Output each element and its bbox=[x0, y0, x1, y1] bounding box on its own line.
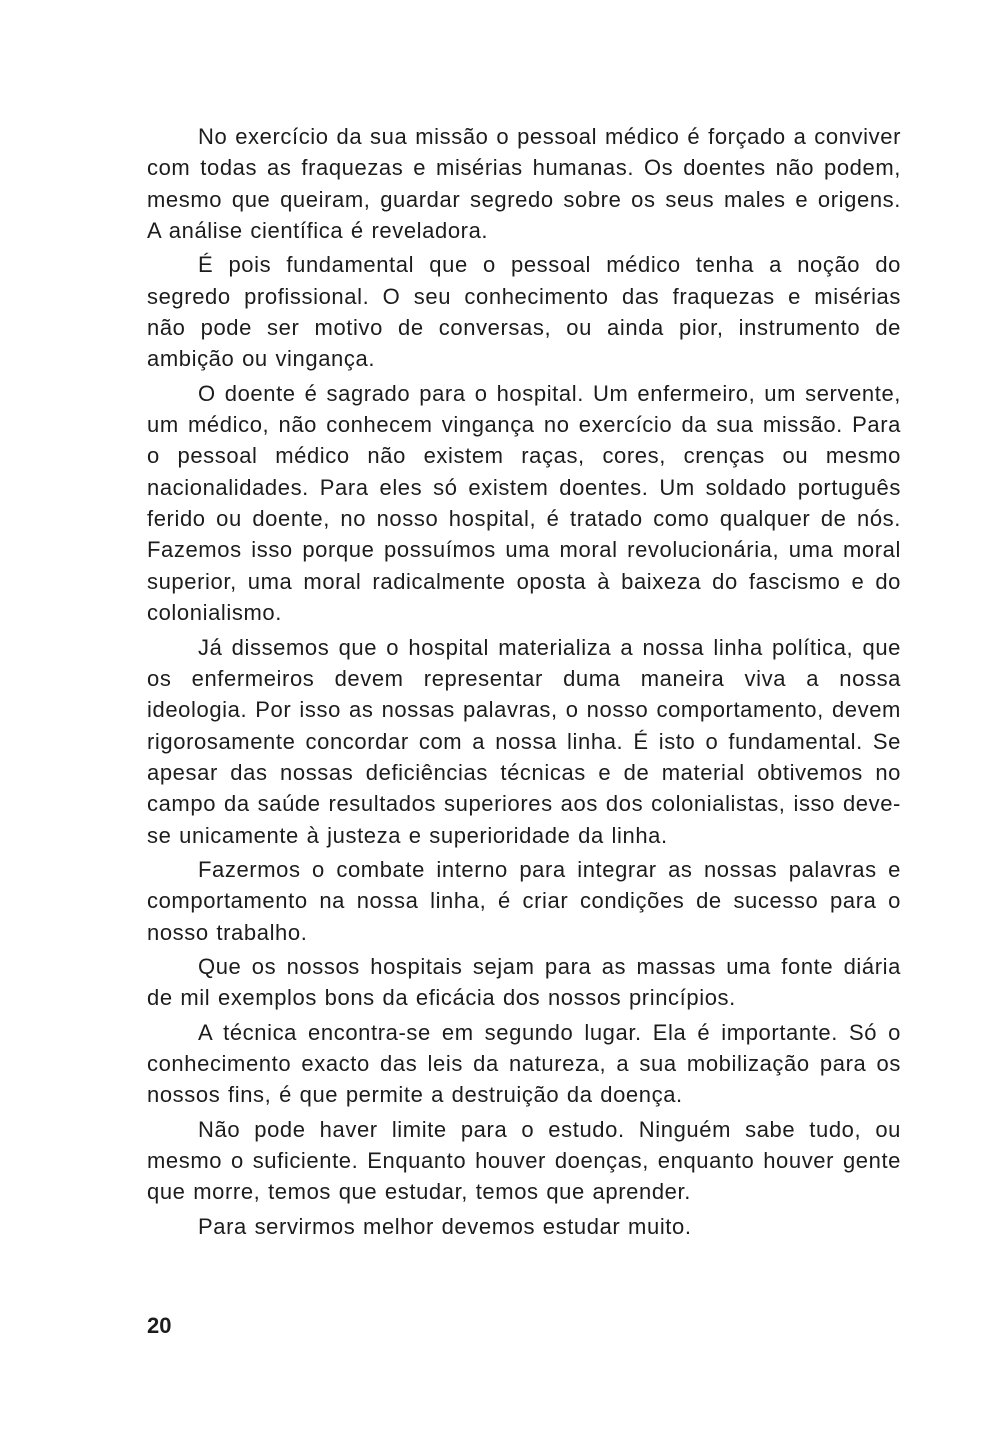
page-number: 20 bbox=[147, 1313, 172, 1338]
body-text bbox=[147, 121, 901, 1245]
paragraph-8: Não pode haver limite para o estudo. Ninguém sabe tudo, ou mesmo o suficiente. Enquanto houver doenças, enquanto houver gente que morre, temos que estudar, temos que aprender. bbox=[147, 1116, 901, 1205]
paragraph-7: A técnica encontra-se em segundo lugar. Ela é importante. Só o conhecimento exacto das leis da natureza, a sua mobilização para os nossos fins, é que permite a destruição da doença. bbox=[147, 1019, 901, 1108]
paragraph-5: Fazermos o combate interno para integrar as nossas palavras e comportamento na nossa linha, é criar condições de sucesso para o nosso trabalho. bbox=[147, 856, 901, 945]
paragraph-2: É pois fundamental que o pessoal médico tenha a noção do segredo profissional. O seu conhecimento das fraquezas e misérias não pode ser motivo de conversas, ou ainda pior, instrumento de ambição ou vingança. bbox=[147, 252, 901, 372]
paragraph-1: No exercício da sua missão o pessoal médico é forçado a conviver com todas as fraquezas e misérias humanas. Os doentes não podem, mesmo que queiram, guardar segredo sobre os seus males e origens. A análise científica é reveladora. bbox=[147, 124, 901, 244]
paragraph-4: Já dissemos que o hospital materializa a nossa linha política, que os enfermeiros devem representar duma maneira viva a nossa ideologia. Por isso as nossas palavras, o nosso comportamento, devem rigorosamente concordar com a nossa linha. É isto o fundamental. Se apesar das nossas deficiências técnicas e de material obtivemos no campo da saúde resultados superiores aos dos colonialistas, isso deve-se unicamente à justeza e superioridade da linha. bbox=[147, 634, 901, 848]
paragraph-6: Que os nossos hospitais sejam para as massas uma fonte diária de mil exemplos bons da eficácia dos nossos princípios. bbox=[147, 953, 901, 1011]
paragraph-3: O doente é sagrado para o hospital. Um enfermeiro, um servente, um médico, não conhecem vingança no exercício da sua missão. Para o pessoal médico não existem raças, cores, crenças ou mesmo nacionalidades. Para eles só existem doentes. Um soldado português ferido ou doente, no nosso hospital, é tratado como qualquer de nós. Fazemos isso porque possuímos uma moral revolucionária, uma moral superior, uma moral radicalmente oposta à baixeza do fascismo e do colonialismo. bbox=[147, 380, 901, 626]
paragraph-9: Para servirmos melhor devemos estudar muito. bbox=[198, 1213, 692, 1239]
